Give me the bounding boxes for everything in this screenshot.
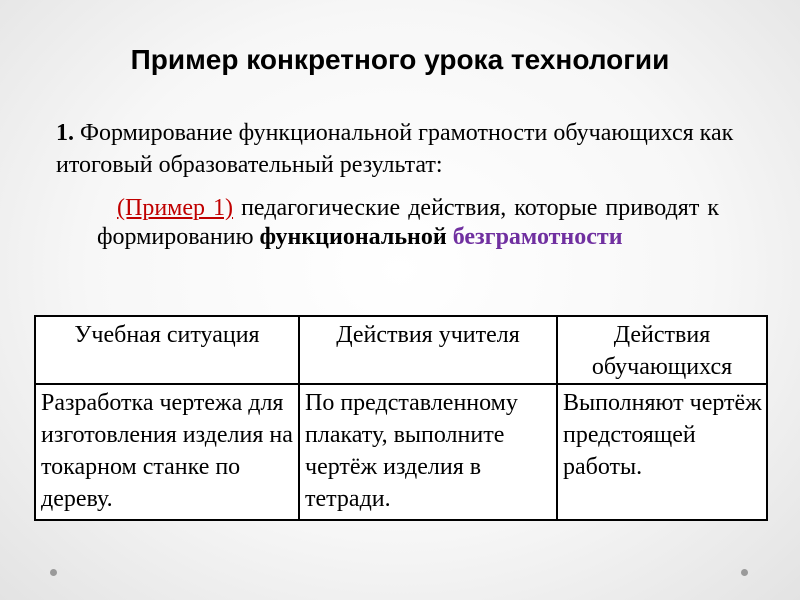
cell-teacher-actions: По представленному плакату, выполните чертёж изделия в тетради. [299, 384, 557, 520]
point-text: Формирование функциональной грамотности обучающихся как итоговый образовательный результат: [56, 120, 734, 178]
example-paragraph [97, 194, 719, 252]
corner-dot-left [50, 569, 57, 576]
slide-title: Пример конкретного урока технологии [130, 44, 670, 75]
lesson-table [34, 315, 768, 521]
example-text: педагогические действия, которые приводят к формированию [97, 195, 719, 250]
point-1 [56, 117, 736, 181]
example-highlight-word: безграмотности [452, 224, 623, 250]
header-teacher-actions: Действия учителя [299, 316, 557, 384]
table-header-row [35, 316, 767, 384]
header-situation: Учебная ситуация [35, 316, 299, 384]
example-bold-word: функциональной [259, 224, 447, 250]
example-link[interactable]: (Пример 1) [117, 195, 234, 221]
cell-student-actions: Выполняют чертёж предстоящей работы. [557, 384, 767, 520]
point-number: 1. [56, 120, 74, 146]
table-row [35, 384, 767, 520]
header-student-actions: Действия обучающихся [557, 316, 767, 384]
cell-situation: Разработка чертежа для изготовления изделия на токарном станке по дереву. [35, 384, 299, 520]
corner-dot-right [741, 569, 748, 576]
